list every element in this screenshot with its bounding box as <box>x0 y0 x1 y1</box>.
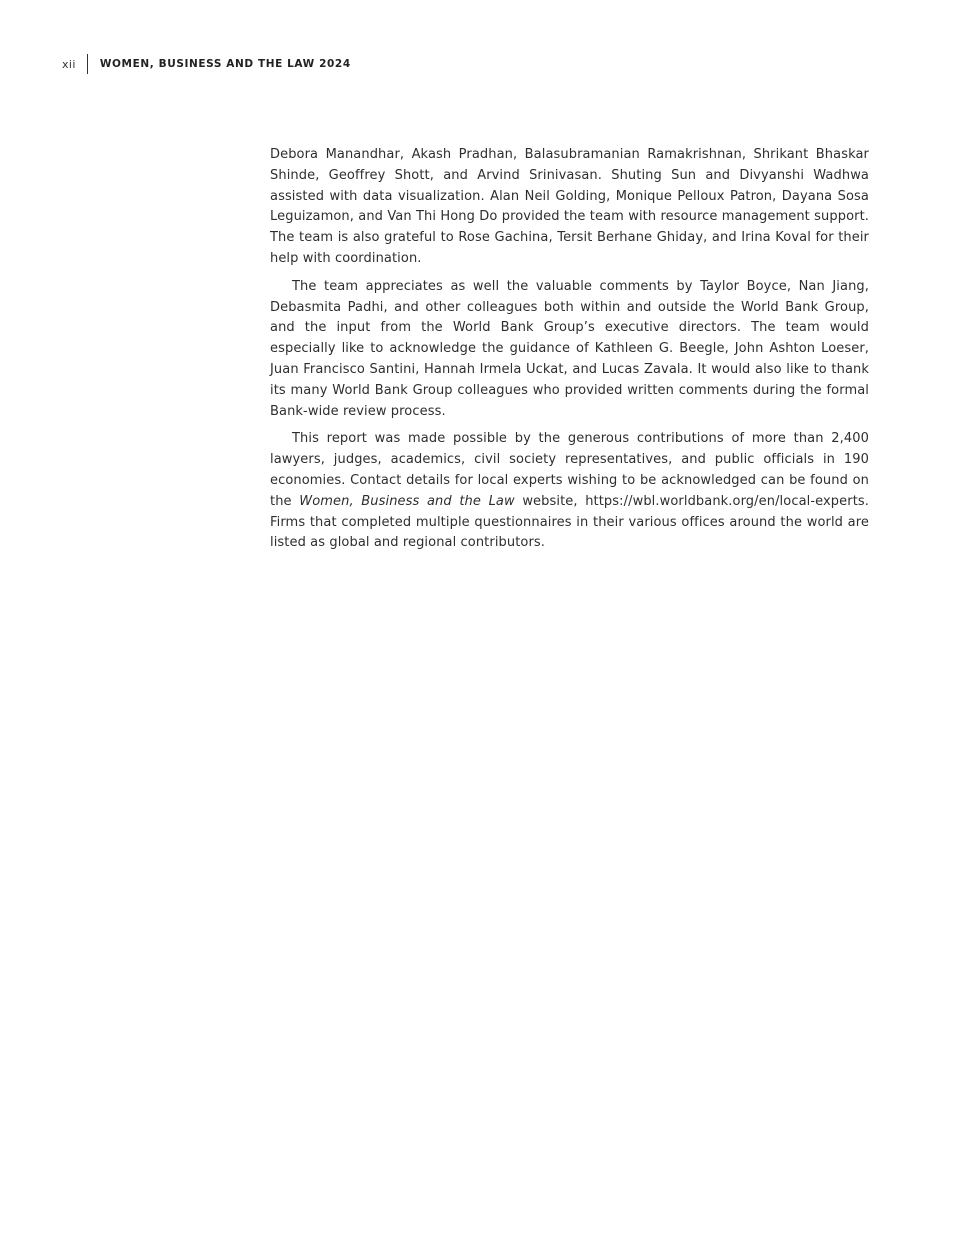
paragraph-local-experts-end: website, https://wbl.worldbank.org/en/local-experts. Firms that completed multiple questionnaires in their various offices around the world are listed as global and regional contributors. <box>270 493 870 551</box>
paragraph-contributors: Debora Manandhar, Akash Pradhan, Balasubramanian Ramakrishnan, Shrikant Bhaskar Shinde, Geoffrey Shott, and Arvind Srinivasan. Shuting Sun and Divyanshi Wadhwa assisted with data visualization. Alan Neil Golding, Monique Pelloux Patron, Dayana Sosa Leguizamon, and Van Thi Hong Do provided the team with resource management support. The team is also grateful to Rose Gachina, Tersit Berhane Ghiday, and Irina Koval for their help with coordination. <box>270 147 869 266</box>
page-number: xii <box>62 57 76 71</box>
publication-title: Women, Business and the Law <box>299 493 515 509</box>
body-text <box>270 145 869 561</box>
running-title: WOMEN, BUSINESS AND THE LAW 2024 <box>99 58 351 70</box>
paragraph-local-experts-start: This report was made possible by the generous contributions of more than 2,400 lawyers, judges, academics, civil society representatives, and public officials in 190 economies. Contact details for local experts wishing to be acknowledged can be found on the <box>270 431 869 509</box>
running-header <box>62 54 351 74</box>
paragraph-local-experts <box>270 429 869 554</box>
paragraph-comments: The team appreciates as well the valuable comments by Taylor Boyce, Nan Jiang, Debasmita Padhi, and other colleagues both within and outside the World Bank Group, and the input from the World Bank Group’s executive directors. The team would especially like to acknowledge the guidance of Kathleen G. Beegle, John Ashton Loeser, Juan Francisco Santini, Hannah Irmela Uckat, and Lucas Zavala. It would also like to thank its many World Bank Group colleagues who provided written comments during the formal Bank-wide review process. <box>270 278 869 419</box>
